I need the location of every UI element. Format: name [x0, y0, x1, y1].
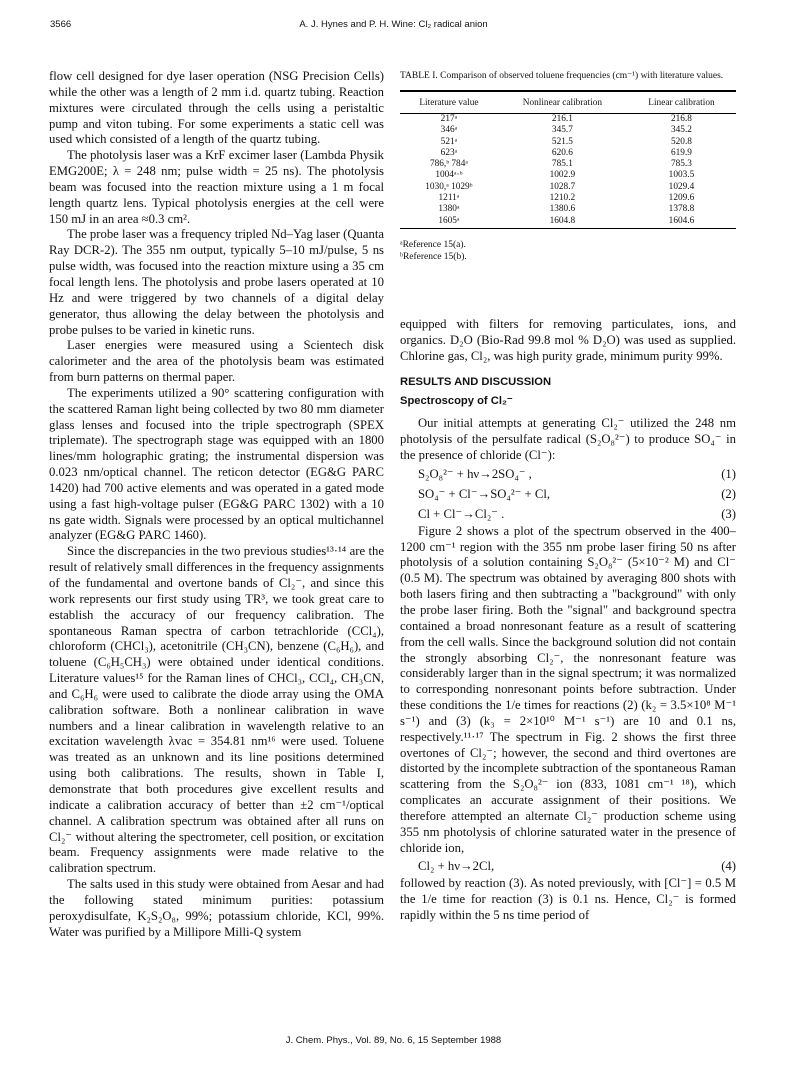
table-cell: 1378.8	[668, 204, 695, 215]
paragraph: equipped with filters for removing particulates, ions, and organics. D₂O (Bio-Rad 99.8 mol % D₂O) was used as supplied. Chlorine gas, Cl₂, was high purity grade, minimum purity 99%.	[400, 317, 736, 363]
column-header: Nonlinear calibration	[498, 91, 627, 114]
table-header-row	[400, 91, 736, 114]
left-column	[49, 69, 384, 940]
table-footnotes	[400, 239, 736, 263]
table-row	[400, 114, 736, 126]
table-cell: 521.5	[551, 136, 573, 147]
page-header	[0, 19, 787, 33]
paragraph: The photolysis laser was a KrF excimer laser (Lambda Physik EMG200E; λ = 248 nm; pulse width = 25 ns). The photolysis beam was focused into the reaction mixture using a 1 m focal length quartz lens. Typical photolysis energies at the cell were 150 mJ in an area ≈0.3 cm².	[49, 148, 384, 226]
equation	[400, 856, 736, 876]
table-cell: 521ᵃ	[440, 136, 458, 147]
table-cell: 1211ᵃ	[438, 193, 460, 204]
equation-expression: Cl₂ + hν→2Cl,	[418, 859, 495, 874]
equation-expression: Cl + Cl⁻→Cl₂⁻ .	[418, 506, 505, 521]
table-cell: 1003.5	[668, 170, 695, 181]
subsection-heading: Spectroscopy of Cl₂⁻	[400, 395, 513, 408]
table-cell: 786,ᵇ 784ᵃ	[429, 159, 468, 170]
toluene-frequency-table	[400, 90, 736, 229]
table-cell: 345.7	[551, 125, 573, 136]
footnote: ᵃReference 15(a).	[400, 239, 466, 250]
table-cell: 1210.2	[549, 193, 576, 204]
table-cell: 1030,ᵃ 1029ᵇ	[425, 181, 473, 192]
equation	[400, 464, 736, 484]
table-cell: 1029.4	[668, 181, 695, 192]
table-cell: 216.8	[671, 114, 692, 124]
table-row	[400, 137, 736, 148]
section-heading: RESULTS AND DISCUSSION	[400, 375, 552, 388]
table-cell: 1380ᵃ	[438, 204, 460, 215]
table-cell: 1002.9	[549, 170, 576, 181]
paragraph: flow cell designed for dye laser operation (NSG Precision Cells) while the other was a length of 2 mm i.d. quartz tubing. Reaction mixtures were circulated through the cells using a peristaltic pump and viton tubing. For some experiments a static cell was used which consisted of a length of the quartz tubing.	[49, 69, 384, 147]
table-caption: TABLE I. Comparison of observed toluene frequencies (cm⁻¹) with literature values.	[400, 71, 724, 81]
equation-expression: SO₄⁻ + Cl⁻→SO₄²⁻ + Cl,	[418, 486, 551, 501]
paragraph: Figure 2 shows a plot of the spectrum observed in the 400–1200 cm⁻¹ region with the 355 nm probe laser firing 50 ns after photolysis of a solution containing S₂O₈²⁻ (5×10⁻² M) and Cl⁻ (0.5 M). The spectrum was obtained by averaging 800 shots with both lasers firing and then subtracting a "background" with only the probe laser firing. Both the "signal" and background spectra contained a broad nonresonant feature as a result of scattering from the cell walls. Since the background solution did not contain the strongly absorbing Cl₂⁻, the nonresonant feature was considerably larger than in the signal spectrum; it was normalized to corresponding nonresonant points before subtraction. Under these conditions the 1/e times for reactions (2) (k₂ = 3.5×10⁸ M⁻¹ s⁻¹) and (3) (k₃ = 2×10¹⁰ M⁻¹ s⁻¹) are 10 and 0.1 ns, respectively.¹¹·¹⁷ The spectrum in Fig. 2 shows the first three overtones of Cl₂⁻; however, the second and third overtones are distorted by the incomplete subtraction of the spontaneous Raman scattering from the S₂O₈²⁻ ion (833, 1081 cm⁻¹ ¹⁸), which complicates an accurate assignment of their positions. We therefore attempted an alternate Cl₂⁻ production scheme using 355 nm photolysis of chlorine saturated water in the presence of chloride ion,	[400, 523, 736, 855]
table-cell: 1604.8	[498, 216, 627, 229]
table-cell: 619.9	[671, 147, 692, 158]
table-cell: 520.8	[671, 136, 692, 147]
paragraph: Laser energies were measured using a Scientech disk calorimeter and the area of the photolysis beam was estimated from burn patterns on thermal paper.	[49, 338, 384, 385]
equation-number: (3)	[721, 506, 736, 521]
page-number: 3566	[50, 19, 72, 30]
paragraph: The experiments utilized a 90° scattering configuration with the scattered Raman light being collected by two 80 mm diameter glass lenses and focused into the triple spectrograph (SPEX triplemate). The spectrograph stage was equipped with an 1800 lines/mm holographic grating; the instrumental dispersion was 0.023 nm/optical channel. The reticon detector (EG&G PARC 1420) had 700 active elements and was operated in a gated mode using a fast high-voltage pulser (EG&G PARC 1302) with a 10 ns gate width. Signals were processed by an optical multichannel analyzer (EG&G PARC 1460).	[49, 385, 384, 543]
paragraph: The probe laser was a frequency tripled Nd–Yag laser (Quanta Ray DCR-2). The 355 nm output, typically 5–10 mJ/pulse, 5 ns pulse width, was focused into the reaction mixture using a 35 cm focal length lens. The photolysis and probe lasers operated at 10 Hz and were triggered by two channels of a digital delay generator, thus allowing the delay between the photolysis and probe pulses to be varied in kinetic runs.	[49, 227, 384, 337]
paragraph: Our initial attempts at generating Cl₂⁻ utilized the 248 nm photolysis of the persulfate radical (S₂O₈²⁻) to produce SO₄⁻ in the presence of chloride (Cl⁻):	[400, 416, 736, 462]
table-cell: 217ᵃ	[440, 114, 458, 124]
table-row	[400, 159, 736, 170]
table-cell: 785.3	[671, 159, 692, 170]
table-cell: 1028.7	[549, 181, 576, 192]
table-cell: 620.6	[551, 147, 573, 158]
table-row	[400, 125, 736, 136]
column-header: Linear calibration	[627, 91, 736, 114]
table-row	[400, 216, 736, 229]
paragraph: followed by reaction (3). As noted previously, with [Cl⁻] = 0.5 M the 1/e time for reaction (3) is 0.1 ns. Hence, Cl₂⁻ is formed rapidly within the 5 ns time period of	[400, 876, 736, 923]
equation-number: (4)	[721, 859, 736, 874]
table-cell: 345.2	[671, 125, 692, 136]
equation	[400, 504, 736, 524]
table-row	[400, 182, 736, 193]
paragraph: The salts used in this study were obtained from Aesar and had the following stated minimum purities: potassium peroxydisulfate, K₂S₂O₈, 99%; potassium chloride, KCl, 99%. Water was purified by a Millipore Milli-Q system	[49, 877, 384, 939]
equation-number: (2)	[721, 486, 736, 501]
table-row	[400, 148, 736, 159]
table-cell: 623ᵃ	[440, 147, 458, 158]
table-cell: 216.1	[551, 114, 573, 124]
equation	[400, 484, 736, 504]
equation-expression: S₂O₈²⁻ + hν→2SO₄⁻ ,	[418, 466, 532, 481]
right-column	[400, 317, 736, 924]
table-1	[400, 70, 736, 263]
page-footer: J. Chem. Phys., Vol. 89, No. 6, 15 September 1988	[285, 1035, 502, 1046]
running-title: A. J. Hynes and P. H. Wine: Cl₂ radical anion	[299, 19, 488, 30]
column-header: Literature value	[400, 91, 498, 114]
table-cell: 346ᵃ	[440, 125, 458, 136]
paragraph: Since the discrepancies in the two previous studies¹³·¹⁴ are the result of relatively small differences in the frequency assignments of the fundamental and overtone bands of Cl₂⁻, and since this work represents our first study using TR³, we took great care to establish the accuracy of our frequency calibration. The spontaneous Raman spectra of carbon tetrachloride (CCl₄), chloroform (CHCl₃), acetonitrile (CH₃CN), benzene (C₆H₆), and toluene (C₆H₅CH₃) were obtained under identical conditions. Literature values¹⁵ for the Raman lines of CHCl₃, CCl₄, CH₃CN, and C₆H₆ were used to calibrate the diode array using the OMA calibration software. Both a nonlinear calibration in wave numbers and a linear calibration in wavelength relative to an excitation wavelength λvac = 354.81 nm¹⁶ were used. Toluene was treated as an unknown and its line positions determined using both calibrations. The results, shown in Table I, demonstrate that both procedures give excellent results and indicate a calibration accuracy of better than ±2 cm⁻¹/optical channel. A calibration spectrum was obtained after all runs on Cl₂⁻ without altering the spectrometer, cell position, or excitation beam. Frequency assignments were made relative to the calibration spectrum.	[49, 544, 384, 876]
equation-number: (1)	[721, 466, 736, 481]
table-row	[400, 170, 736, 181]
table-cell: 1209.6	[668, 193, 695, 204]
table-row	[400, 193, 736, 204]
footnote: ᵇReference 15(b).	[400, 251, 467, 262]
table-row	[400, 204, 736, 215]
table-cell: 1605ᵃ	[400, 216, 498, 229]
table-cell: 785.1	[551, 159, 573, 170]
table-cell: 1604.6	[627, 216, 736, 229]
table-cell: 1380.6	[549, 204, 576, 215]
table-cell: 1004ᵃ·ᵇ	[435, 170, 463, 181]
